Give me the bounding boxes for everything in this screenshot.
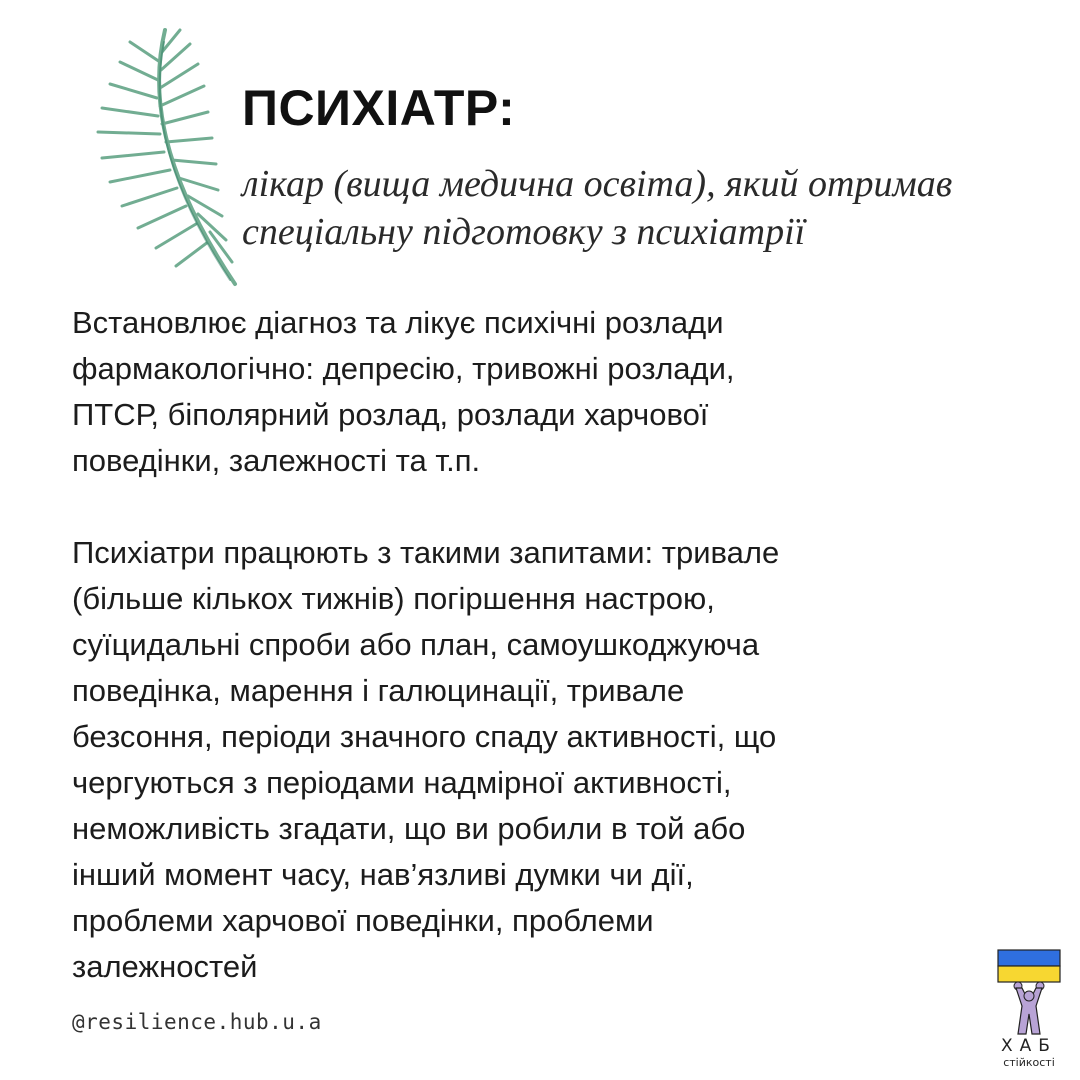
text-line: Психіатри працюють з такими запитами: тривале bbox=[72, 535, 780, 570]
text-line: чергуються з періодами надмірної активності, bbox=[72, 765, 732, 800]
text-line: залежностей bbox=[72, 949, 258, 984]
logo-figure-icon bbox=[992, 944, 1066, 1036]
text-line: інший момент часу, нав’язливі думки чи дії, bbox=[72, 857, 694, 892]
text-line: (більше кількох тижнів) погіршення настрою, bbox=[72, 581, 715, 616]
page-title: ПСИХІАТР: bbox=[242, 80, 516, 136]
logo-text-main: ХАБ bbox=[1001, 1036, 1057, 1056]
text-line: фармакологічно: депресію, тривожні розлади, bbox=[72, 351, 735, 386]
pine-branch-icon bbox=[80, 22, 250, 297]
subtitle-line: лікар (вища медична освіта), який отримав bbox=[242, 163, 953, 205]
text-line: проблеми харчової поведінки, проблеми bbox=[72, 903, 654, 938]
text-line: безсоння, періоди значного спаду активності, що bbox=[72, 719, 777, 754]
text-line: поведінки, залежності та т.п. bbox=[72, 443, 481, 478]
body-text bbox=[72, 300, 952, 990]
paragraph-requests bbox=[72, 530, 952, 990]
text-line: поведінка, марення і галюцинації, тривале bbox=[72, 673, 685, 708]
subtitle bbox=[242, 160, 1072, 256]
subtitle-line: спеціальну підготовку з психіатрії bbox=[242, 211, 806, 253]
text-line: ПТСР, біполярний розлад, розлади харчової bbox=[72, 397, 709, 432]
text-line: неможливість згадати, що ви робили в той або bbox=[72, 811, 746, 846]
text-line: Встановлює діагноз та лікує психічні розлади bbox=[72, 305, 724, 340]
text-line: суїцидальні спроби або план, самоушкоджуюча bbox=[72, 627, 760, 662]
paragraph-diagnosis bbox=[72, 300, 952, 484]
hub-logo bbox=[992, 944, 1066, 1074]
social-handle: @resilience.hub.u.a bbox=[72, 1010, 322, 1034]
logo-text-sub: стійкості bbox=[1003, 1056, 1055, 1069]
